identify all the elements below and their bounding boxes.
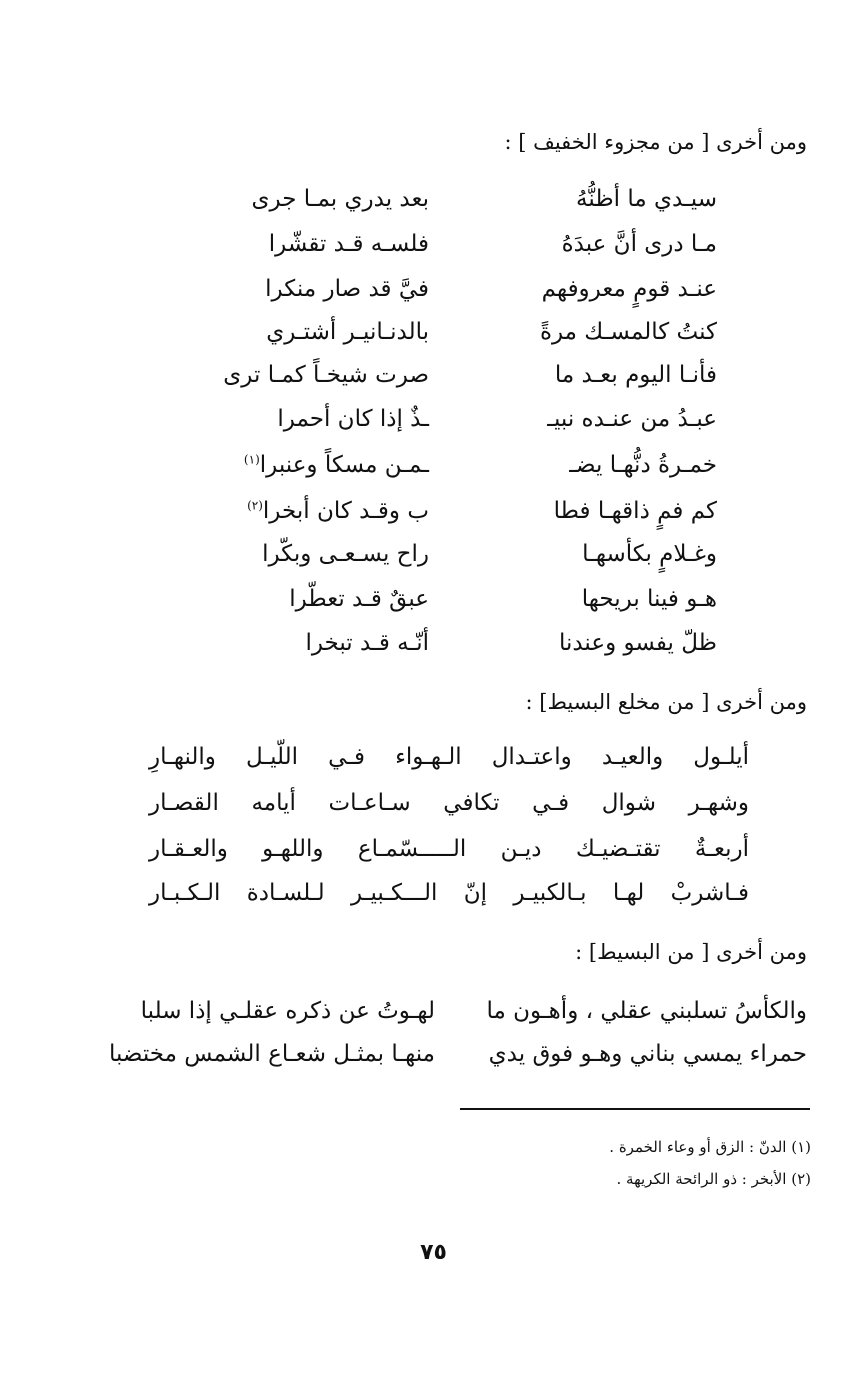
footnote: (٢) الأبخر : ذو الرائحة الكريهة . (616, 1170, 811, 1188)
footnote-mark: (٢) (247, 498, 263, 513)
hemistich-second (244, 452, 429, 478)
section-heading: ومن أخرى [ من البسيط] : (575, 940, 807, 964)
verse-line: فـاشربْ لهـا بـالكبيـر إنّ الـــكـبيـر لـلسـادة الـكـبـار (149, 880, 749, 906)
hemistich-second: بالدنـانيـر أشتـري (266, 319, 429, 345)
hemistich-second: منهـا بمثـل شعـاع الشمس مختضبا (108, 1041, 435, 1067)
hemistich-second: أنّـه قـد تبخرا (305, 630, 429, 656)
verse-line: وشهـر شوال فـي تكافي سـاعـات أيامه القصـار (149, 790, 749, 816)
hemistich-second: بعد يدري بمـا جرى (251, 186, 429, 212)
hemistich-first: سيـدي ما أظنُّهُ (576, 186, 717, 212)
hemistich-first: مـا درى أنَّ عبدَهُ (561, 231, 717, 257)
hemistich-first: والكأسُ تسلبني عقلي ، وأهـون ما (486, 998, 807, 1024)
hemistich-second (247, 498, 429, 524)
hemistich-second: فلسـه قـد تقشّرا (268, 231, 429, 257)
hemistich-first: ظلّ يفسو وعندنا (558, 630, 717, 656)
verse-line: أيلـول والعيـد واعتـدال الـهـواء فـي اللّيـل والنهـارِ (149, 744, 749, 770)
section-heading: ومن أخرى [ من مخلع البسيط] : (525, 690, 807, 714)
hemistich-second: فيَّ قد صار منكرا (265, 276, 429, 302)
hemistich-first: كم فمٍ ذاقهـا فطا (553, 498, 717, 524)
hemistich-first: عبـدُ من عنـده نبيـ (547, 406, 717, 432)
hemistich-first: حمراء يمسي بناني وهـو فوق يدي (488, 1041, 807, 1067)
hemistich-second: صرت شيخـاً كمـا ترى (223, 362, 429, 388)
hemistich-first: هـو فينا بريحها (581, 586, 717, 612)
hemistich-first: فأنـا اليوم بعـد ما (554, 362, 717, 388)
page-number: ٧٥ (420, 1240, 447, 1265)
footnote-mark: (١) (243, 452, 260, 467)
hemistich-text: ـمـن مسكاً وعنبرا (259, 452, 429, 478)
hemistich-first: كنتُ كالمسـك مرةً (539, 319, 717, 345)
hemistich-first: وغـلامٍ بكأسهـا (582, 541, 717, 567)
hemistich-first: عنـد قومٍ معروفهم (541, 276, 717, 302)
hemistich-second: راح يسـعـى وبكّرا (262, 541, 429, 567)
hemistich-second: ـذٌ إذا كان أحمرا (277, 406, 429, 432)
footnote-divider (460, 1108, 810, 1110)
hemistich-first: خمـرةُ دنُّهـا يضـ (569, 452, 717, 478)
hemistich-text: ب وقـد كان أبخرا (262, 498, 429, 524)
hemistich-second: لهـوتُ عن ذكره عقلـي إذا سلبا (140, 998, 435, 1024)
footnote: (١) الدنّ : الزق أو وعاء الخمرة . (609, 1138, 811, 1156)
section-heading: ومن أخرى [ من مجزوء الخفيف ] : (504, 130, 807, 154)
hemistich-second: عبقٌ قـد تعطّرا (289, 586, 429, 612)
verse-line: أربعـةٌ تقتـضيـك ديـن الـــــسّمـاع واللهـو والعـقـار (149, 836, 749, 862)
